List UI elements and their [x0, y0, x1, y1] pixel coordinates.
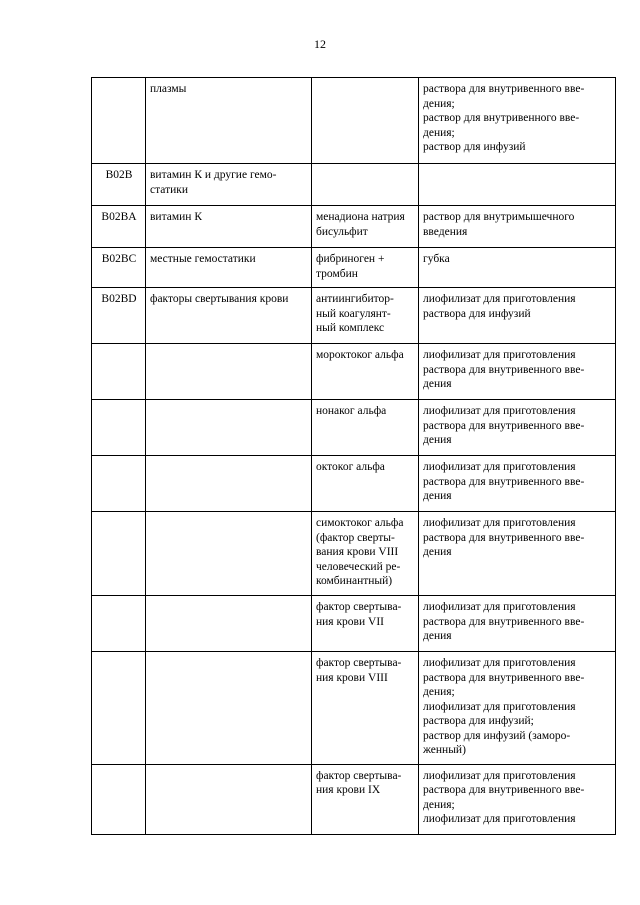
cell-text-line: раствора для внутривенного вве-: [423, 531, 585, 544]
cell-text: B02BD: [101, 293, 137, 305]
cell-text-line: дения: [423, 434, 452, 446]
cell-text-line: лиофилизат для приготовления: [423, 813, 576, 825]
anatomical-group-cell: [146, 344, 312, 400]
atc-code-cell: [92, 288, 146, 344]
cell-text-line: бисульфит: [316, 225, 368, 238]
dosage-form-cell: [419, 248, 616, 288]
cell-text-line: симоктоког альфа: [316, 517, 404, 529]
cell-text-line: дения;: [423, 798, 455, 811]
atc-code-cell: [92, 78, 146, 164]
cell-text-line: витамин К и другие гемо-: [150, 169, 277, 181]
dosage-form-cell: [419, 456, 616, 512]
dosage-form-cell: [419, 652, 616, 765]
cell-text: B02BA: [101, 211, 137, 223]
atc-code-cell: [92, 400, 146, 456]
dosage-form-cell: [419, 344, 616, 400]
cell-text-line: раствор для внутримышечного: [423, 211, 575, 223]
atc-code-cell: [92, 512, 146, 596]
cell-text: B02B: [105, 169, 133, 181]
drug-name-cell: [312, 288, 419, 344]
atc-code-cell: [92, 456, 146, 512]
page-number: 12: [314, 37, 326, 51]
drug-name-cell: [312, 206, 419, 248]
cell-text-line: лиофилизат для приготовления: [423, 657, 576, 669]
cell-text-line: раствора для инфузий;: [423, 715, 534, 727]
table-row: [92, 652, 616, 765]
anatomical-group-cell: [146, 596, 312, 652]
cell-text-line: нонаког альфа: [316, 405, 387, 417]
anatomical-group-cell: [146, 78, 312, 164]
table-row: [92, 456, 616, 512]
dosage-form-cell: [419, 596, 616, 652]
anatomical-group-cell: [146, 512, 312, 596]
atc-code-cell: [92, 344, 146, 400]
cell-text-line: лиофилизат для приготовления: [423, 601, 576, 613]
cell-text-line: раствора для внутривенного вве-: [423, 419, 585, 432]
cell-text-line: фактор свертыва-: [316, 657, 402, 669]
cell-text-line: витамин К: [150, 211, 202, 223]
drug-name-cell: [312, 248, 419, 288]
cell-text-line: лиофилизат для приготовления: [423, 405, 576, 417]
atc-code-cell: [92, 652, 146, 765]
anatomical-group-cell: [146, 764, 312, 834]
cell-text-line: женный): [423, 744, 466, 756]
atc-code-cell: [92, 248, 146, 288]
anatomical-group-cell: [146, 164, 312, 206]
dosage-form-cell: [419, 78, 616, 164]
atc-code-cell: [92, 764, 146, 834]
dosage-form-cell: [419, 764, 616, 834]
cell-text-line: лиофилизат для приготовления: [423, 517, 576, 529]
cell-text-line: раствора для внутривенного вве-: [423, 784, 585, 796]
cell-text-line: лиофилизат для приготовления: [423, 349, 576, 361]
cell-text-line: раствор для внутривенного вве-: [423, 112, 580, 124]
cell-text-line: статики: [150, 183, 188, 196]
table-row: [92, 78, 616, 164]
cell-text-line: ния крови VII: [316, 615, 384, 628]
cell-text-line: дения;: [423, 97, 455, 110]
atc-code-cell: [92, 164, 146, 206]
cell-text: B02BC: [101, 253, 137, 265]
anatomical-group-cell: [146, 288, 312, 344]
cell-text-line: мороктоког альфа: [316, 349, 404, 361]
drug-table: [91, 77, 616, 835]
dosage-form-cell: [419, 206, 616, 248]
table-row: [92, 344, 616, 400]
drug-name-cell: [312, 596, 419, 652]
drug-name-cell: [312, 456, 419, 512]
table-row: [92, 164, 616, 206]
cell-text-line: введения: [423, 225, 468, 238]
table-row: [92, 248, 616, 288]
cell-text-line: дения;: [423, 686, 455, 698]
drug-name-cell: [312, 512, 419, 596]
cell-text-line: дения: [423, 490, 452, 502]
dosage-form-cell: [419, 400, 616, 456]
anatomical-group-cell: [146, 248, 312, 288]
table-row: [92, 288, 616, 344]
cell-text-line: ный комплекс: [316, 322, 385, 334]
cell-text-line: раствора для инфузий: [423, 307, 531, 320]
cell-text-line: раствора для внутривенного вве-: [423, 363, 585, 376]
cell-text-line: ния крови VIII: [316, 671, 388, 684]
drug-name-cell: [312, 78, 419, 164]
drug-name-cell: [312, 400, 419, 456]
anatomical-group-cell: [146, 400, 312, 456]
cell-text-line: фактор свертыва-: [316, 601, 402, 613]
cell-text-line: ния крови IX: [316, 784, 381, 796]
cell-text-line: лиофилизат для приготовления: [423, 700, 576, 713]
cell-text-line: (фактор сверты-: [316, 531, 395, 544]
cell-text-line: лиофилизат для приготовления: [423, 293, 576, 305]
drug-name-cell: [312, 652, 419, 765]
cell-text-line: плазмы: [150, 83, 187, 95]
atc-code-cell: [92, 206, 146, 248]
atc-code-cell: [92, 596, 146, 652]
cell-text-line: раствора для внутривенного вве-: [423, 671, 585, 684]
cell-text-line: раствора для внутривенного вве-: [423, 615, 585, 628]
cell-text-line: дения: [423, 546, 452, 558]
drug-name-cell: [312, 164, 419, 206]
table-row: [92, 206, 616, 248]
cell-text-line: лиофилизат для приготовления: [423, 461, 576, 473]
table-row: [92, 400, 616, 456]
cell-text-line: октоког альфа: [316, 461, 385, 473]
anatomical-group-cell: [146, 652, 312, 765]
cell-text-line: дения: [423, 630, 452, 642]
cell-text-line: губка: [423, 253, 450, 265]
cell-text-line: факторы свертывания крови: [150, 293, 289, 305]
drug-name-cell: [312, 344, 419, 400]
cell-text-line: лиофилизат для приготовления: [423, 769, 576, 782]
cell-text-line: дения: [423, 378, 452, 390]
cell-text-line: раствора для внутривенного вве-: [423, 475, 585, 488]
cell-text-line: раствор для инфузий: [423, 141, 526, 153]
cell-text-line: раствора для внутривенного вве-: [423, 83, 585, 95]
dosage-form-cell: [419, 164, 616, 206]
cell-text-line: антиингибитор-: [316, 293, 394, 305]
cell-text-line: комбинантный): [316, 575, 393, 587]
table-row: [92, 764, 616, 834]
table-row: [92, 512, 616, 596]
cell-text-line: менадиона натрия: [316, 211, 405, 223]
cell-text-line: тромбин: [316, 267, 358, 280]
cell-text-line: ный коагулянт-: [316, 307, 391, 320]
anatomical-group-cell: [146, 206, 312, 248]
cell-text-line: фактор свертыва-: [316, 769, 402, 782]
anatomical-group-cell: [146, 456, 312, 512]
cell-text-line: дения;: [423, 126, 455, 139]
table-row: [92, 596, 616, 652]
cell-text-line: фибриноген +: [316, 253, 385, 265]
drug-name-cell: [312, 764, 419, 834]
cell-text-line: раствор для инфузий (заморо-: [423, 729, 571, 742]
dosage-form-cell: [419, 512, 616, 596]
cell-text-line: человеческий ре-: [316, 560, 401, 573]
cell-text-line: местные гемостатики: [150, 253, 256, 265]
cell-text-line: вания крови VIII: [316, 546, 399, 558]
dosage-form-cell: [419, 288, 616, 344]
